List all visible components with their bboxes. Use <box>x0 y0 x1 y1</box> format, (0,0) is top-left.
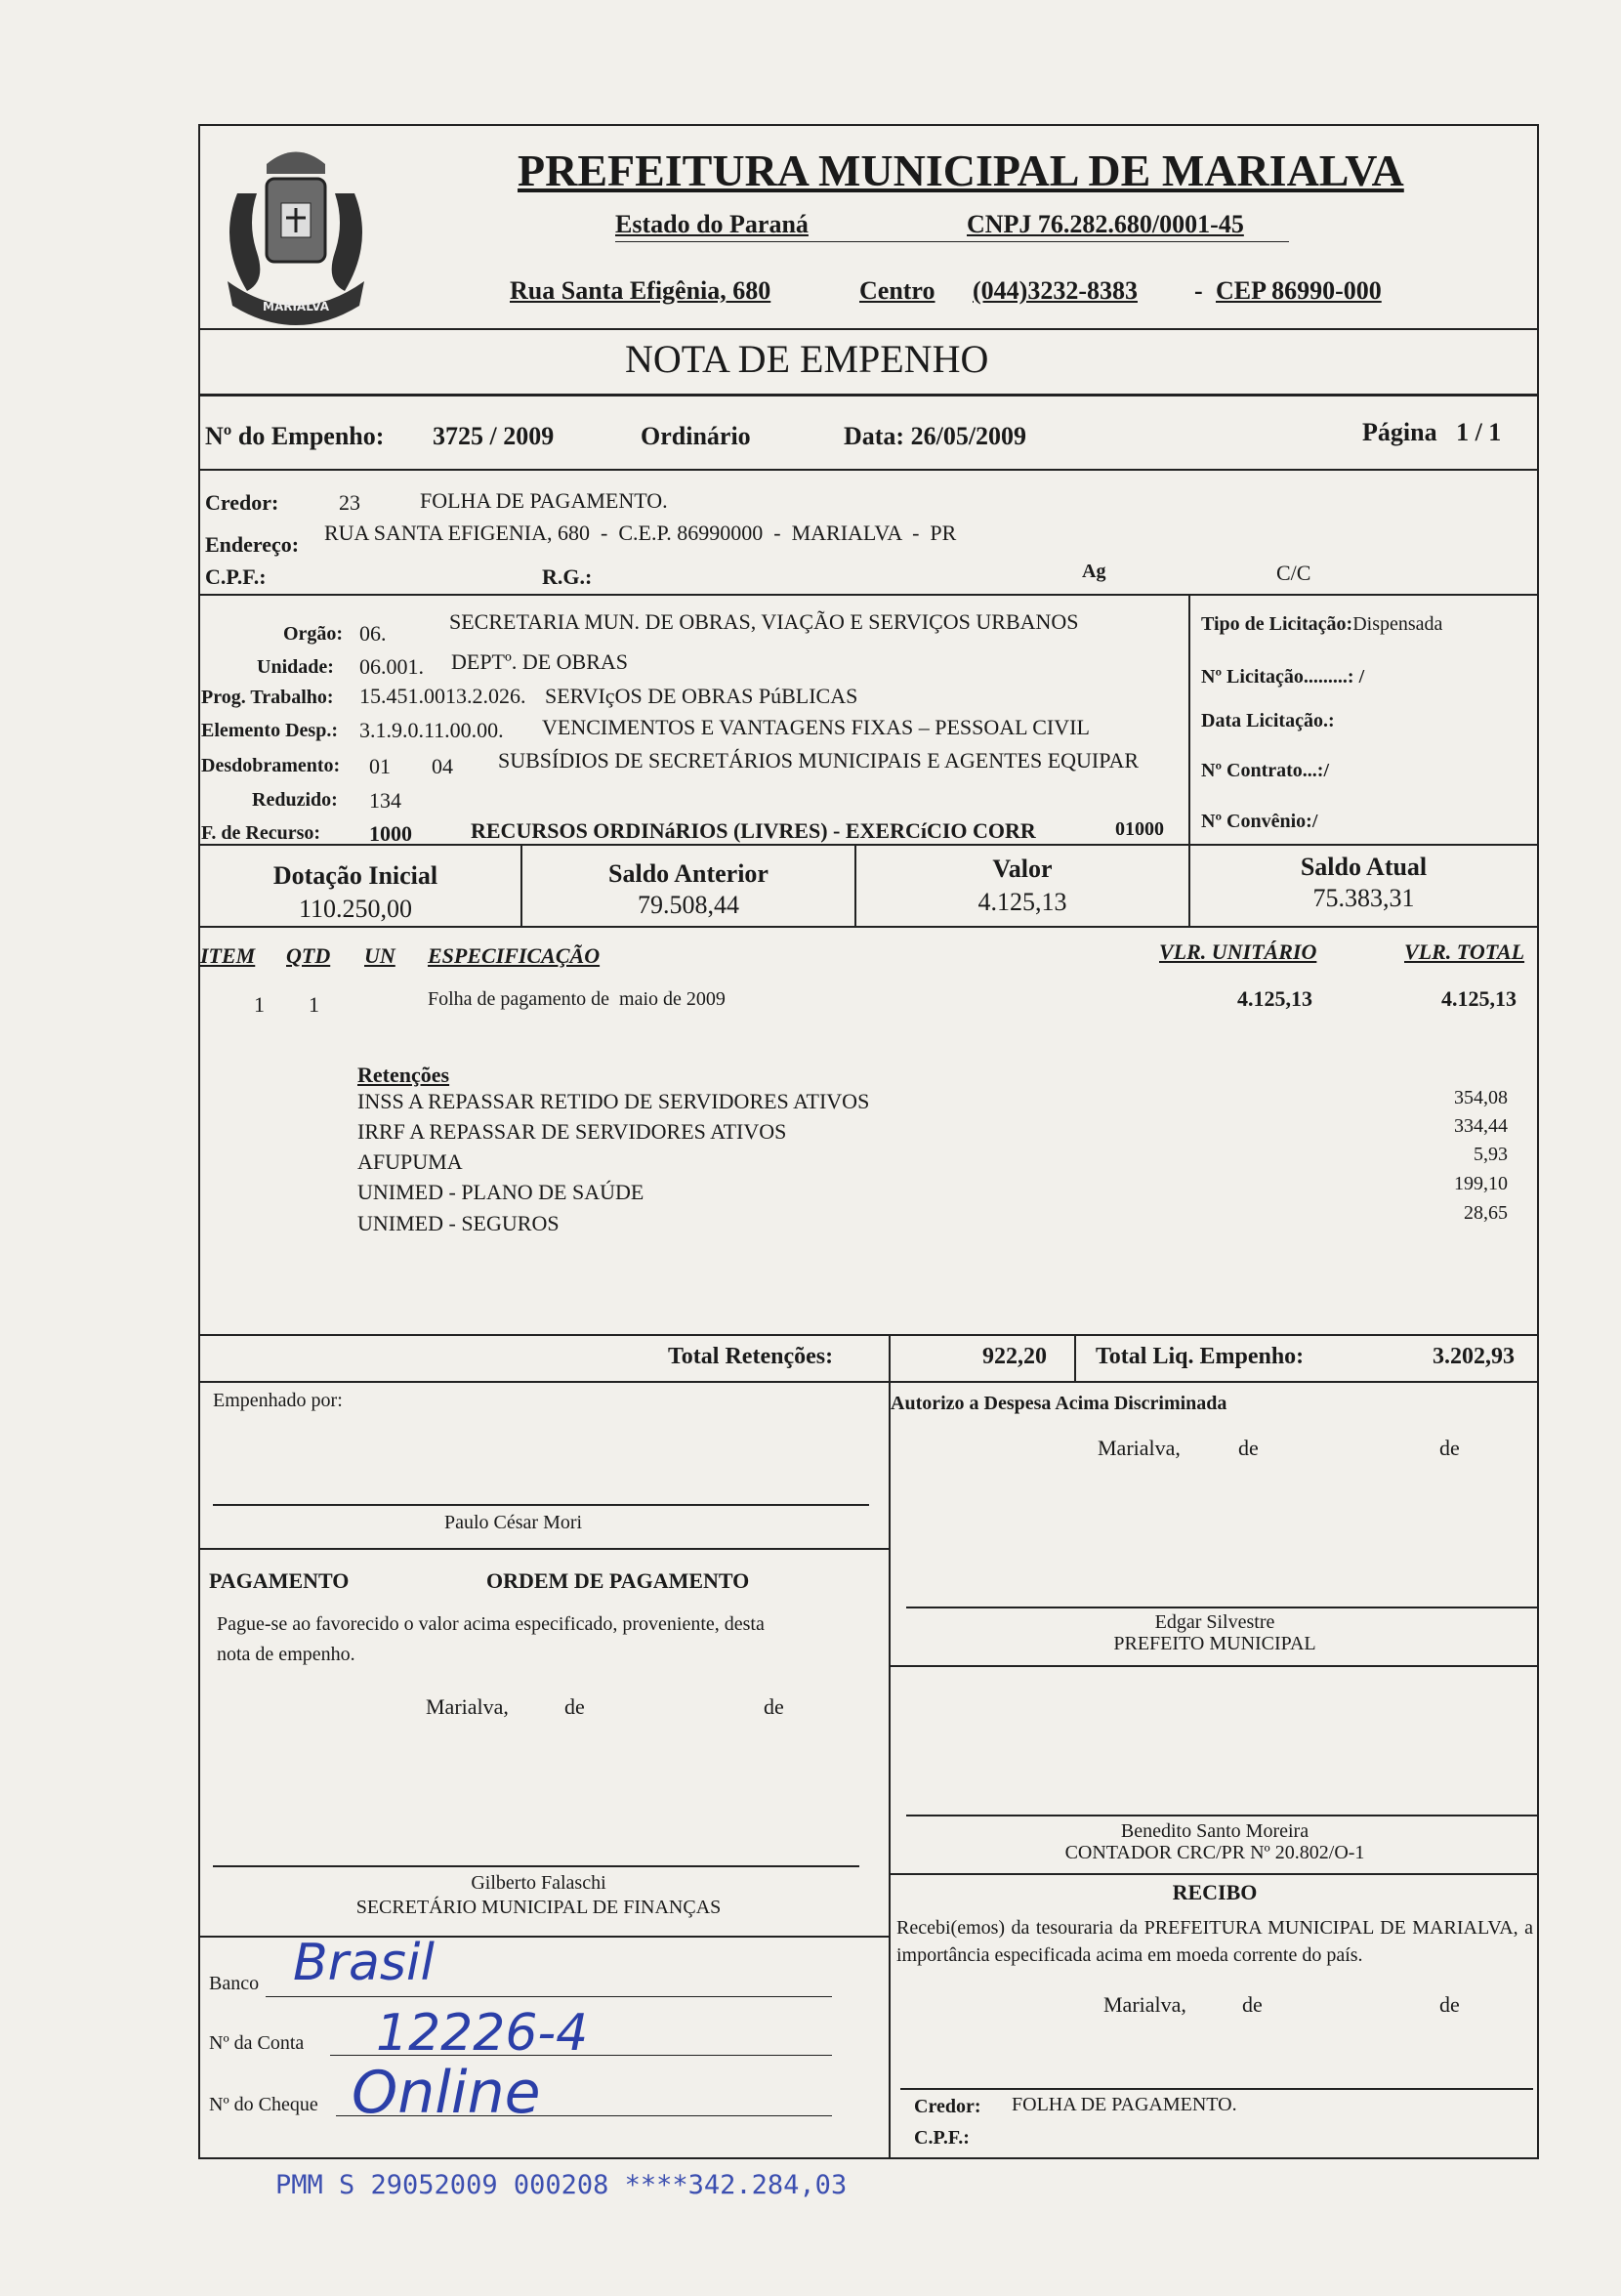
cheque-label[interactable]: Nº do Cheque <box>209 2094 318 2115</box>
cep: CEP 86990-000 <box>1216 276 1382 305</box>
retencao-desc: UNIMED - SEGUROS <box>357 1211 560 1235</box>
credor-name: FOLHA DE PAGAMENTO. <box>420 488 668 513</box>
item-total-value: 4.125,13 <box>1441 986 1517 1011</box>
street-address: Rua Santa Efigênia, 680 <box>510 276 771 305</box>
pague-se-text: Pague-se ao favorecido o valor acima especificado, proveniente, desta <box>217 1613 765 1635</box>
data-licitacao: Data Licitação.: <box>1201 710 1335 731</box>
page-number: Página 1 / 1 <box>1362 418 1502 446</box>
unidade-label: Unidade: <box>257 656 334 678</box>
item-spec: Folha de pagamento de maio de 2009 <box>428 988 726 1010</box>
rg-label: R.G.: <box>542 564 593 589</box>
retencao-desc: INSS A REPASSAR RETIDO DE SERVIDORES ATIVOS <box>357 1089 870 1113</box>
total-retencoes-label: Total Retenções: <box>668 1344 834 1369</box>
pagamento-label: PAGAMENTO <box>209 1568 350 1593</box>
endereco-value: RUA SANTA EFIGENIA, 680 - C.E.P. 86990000 - MARIALVA - PR <box>324 521 957 545</box>
recibo-de: de <box>1242 1992 1263 2017</box>
col-especificacao: ESPECIFICAÇÃO <box>428 943 601 968</box>
elem-code: 3.1.9.0.11.00.00. <box>359 718 504 742</box>
recibo-text: Recebi(emos) da tesouraria da PREFEITURA MUNICIPAL DE MARIALVA, a importância especificada acima em moeda corrente do país. <box>896 1917 1533 1966</box>
reduzido-code: 134 <box>369 788 401 813</box>
document-title: NOTA DE EMPENHO <box>625 337 989 381</box>
recurso-code: 1000 <box>369 821 412 846</box>
reduzido-label: Reduzido: <box>252 789 338 811</box>
empenhado-por-label: Empenhado por: <box>213 1390 343 1411</box>
svg-text:MARIALVA: MARIALVA <box>263 300 329 313</box>
item-qtd: 1 <box>309 992 319 1017</box>
empenho-type: Ordinário <box>641 422 751 450</box>
payment-stamp: PMM S 29052009 000208 ****342.284,03 <box>275 2170 848 2200</box>
phone: (044)3232-8383 <box>973 276 1138 305</box>
prefeito-name: Edgar Silvestre <box>1154 1611 1275 1633</box>
orgao-desc: SECRETARIA MUN. DE OBRAS, VIAÇÃO E SERVIÇOS URBANOS <box>449 609 1079 634</box>
recibo-cpf-label: C.P.F.: <box>914 2127 970 2149</box>
autorizo-city: Marialva, <box>1098 1436 1181 1460</box>
retencao-value: 5,93 <box>1474 1144 1508 1165</box>
total-liquido-value: 3.202,93 <box>1433 1344 1515 1369</box>
col-un: UN <box>364 943 395 968</box>
saldo-anterior-label: Saldo Anterior <box>608 859 769 888</box>
conta-label[interactable]: Nº da Conta <box>209 2032 305 2054</box>
recibo-de: de <box>1439 1992 1460 2017</box>
endereco-label: Endereço: <box>205 532 300 557</box>
col-item: ITEM <box>200 943 256 968</box>
numero-contrato: Nº Contrato...:/ <box>1201 760 1330 781</box>
empenho-date: Data: 26/05/2009 <box>844 422 1027 450</box>
numero-convenio: Nº Convênio:/ <box>1201 811 1318 832</box>
unidade-code: 06.001. <box>359 654 424 679</box>
pagamento-city: Marialva, <box>426 1694 509 1719</box>
total-liquido-label: Total Liq. Empenho: <box>1096 1344 1305 1369</box>
orgao-label: Orgão: <box>283 623 344 645</box>
saldo-atual-label: Saldo Atual <box>1300 853 1428 881</box>
empenho-number: 3725 / 2009 <box>433 422 555 450</box>
recibo-credor-value: FOLHA DE PAGAMENTO. <box>1012 2094 1237 2115</box>
cnpj: CNPJ 76.282.680/0001-45 <box>967 210 1244 238</box>
col-qtd: QTD <box>286 943 331 968</box>
saldo-atual-value: 75.383,31 <box>1312 884 1415 912</box>
tipo-licitacao: Tipo de Licitação:Dispensada <box>1201 613 1443 635</box>
prefeito-title: PREFEITO MUNICIPAL <box>1113 1633 1316 1654</box>
numero-licitacao: Nº Licitação.........: / <box>1201 666 1365 688</box>
item-number: 1 <box>254 992 265 1017</box>
desd-code2: 04 <box>432 754 453 778</box>
desd-code1: 01 <box>369 754 391 778</box>
recibo-title: RECIBO <box>1172 1880 1258 1904</box>
municipality-title: PREFEITURA MUNICIPAL DE MARIALVA <box>518 146 1404 195</box>
retencao-value: 199,10 <box>1454 1173 1508 1194</box>
item-unit-value: 4.125,13 <box>1237 986 1312 1011</box>
secretario-name: Gilberto Falaschi <box>471 1872 606 1894</box>
dotacao-label: Dotação Inicial <box>272 861 438 890</box>
orgao-code: 06. <box>359 621 387 646</box>
recurso-label: F. de Recurso: <box>201 822 321 844</box>
col-vlr-total: VLR. TOTAL <box>1404 939 1525 964</box>
banco-handwritten: Brasil <box>293 1934 435 1992</box>
recibo-credor-label: Credor: <box>914 2096 981 2117</box>
state-name: Estado do Paraná <box>615 210 809 238</box>
paulo-signature-name: Paulo César Mori <box>444 1512 583 1533</box>
credor-label: Credor: <box>205 490 279 515</box>
credor-code: 23 <box>339 490 360 515</box>
autorizo-de: de <box>1439 1436 1460 1460</box>
contador-name: Benedito Santo Moreira <box>1120 1820 1309 1842</box>
conta-handwritten: 12226-4 <box>376 2004 589 2063</box>
separator: - <box>1194 276 1203 305</box>
autorizo-label: Autorizo a Despesa Acima Discriminada <box>891 1393 1227 1414</box>
prog-label: Prog. Trabalho: <box>201 687 334 708</box>
recibo-city: Marialva, <box>1103 1992 1186 2017</box>
retencoes-title: Retenções <box>357 1063 450 1087</box>
ordem-pagamento-label: ORDEM DE PAGAMENTO <box>486 1568 750 1593</box>
municipal-crest-icon <box>198 135 394 340</box>
saldo-anterior-value: 79.508,44 <box>638 891 739 919</box>
ag-label: Ag <box>1082 561 1106 582</box>
recurso-desc: RECURSOS ORDINáRIOS (LIVRES) - EXERCíCIO CORR <box>471 818 1036 843</box>
pagamento-de: de <box>564 1694 585 1719</box>
unidade-desc: DEPTº. DE OBRAS <box>451 649 629 674</box>
col-vlr-unitario: VLR. UNITÁRIO <box>1159 939 1317 964</box>
autorizo-de: de <box>1238 1436 1259 1460</box>
cc-label: C/C <box>1276 561 1311 585</box>
valor-value: 4.125,13 <box>977 888 1067 916</box>
valor-label: Valor <box>992 855 1053 883</box>
dotacao-value: 110.250,00 <box>298 895 413 923</box>
desd-label: Desdobramento: <box>201 755 341 776</box>
retencao-value: 28,65 <box>1464 1202 1508 1224</box>
desd-desc: SUBSÍDIOS DE SECRETÁRIOS MUNICIPAIS E AGENTES EQUIPAR <box>498 748 1140 772</box>
empenho-label: Nº do Empenho: <box>205 422 385 450</box>
prog-desc: SERVIçOS DE OBRAS PúBLICAS <box>545 684 858 708</box>
contador-title: CONTADOR CRC/PR Nº 20.802/O-1 <box>1064 1842 1365 1863</box>
cpf-label: C.P.F.: <box>205 564 267 589</box>
secretario-title: SECRETÁRIO MUNICIPAL DE FINANÇAS <box>355 1897 722 1918</box>
pagamento-de: de <box>764 1694 784 1719</box>
prog-code: 15.451.0013.2.026. <box>359 684 526 708</box>
retencao-desc: AFUPUMA <box>357 1149 463 1174</box>
retencao-desc: UNIMED - PLANO DE SAÚDE <box>357 1180 644 1204</box>
elem-desc: VENCIMENTOS E VANTAGENS FIXAS – PESSOAL CIVIL <box>542 715 1090 739</box>
total-retencoes-value: 922,20 <box>982 1344 1047 1369</box>
retencao-desc: IRRF A REPASSAR DE SERVIDORES ATIVOS <box>357 1119 787 1144</box>
recurso-code2: 01000 <box>1115 818 1164 840</box>
elem-label: Elemento Desp.: <box>201 720 338 741</box>
retencao-value: 354,08 <box>1454 1087 1508 1108</box>
retencao-value: 334,44 <box>1454 1115 1508 1137</box>
banco-label[interactable]: Banco <box>209 1973 260 1994</box>
pague-se-text-2: nota de empenho. <box>217 1644 355 1665</box>
district: Centro <box>859 276 935 305</box>
cheque-handwritten: Online <box>352 2059 541 2127</box>
